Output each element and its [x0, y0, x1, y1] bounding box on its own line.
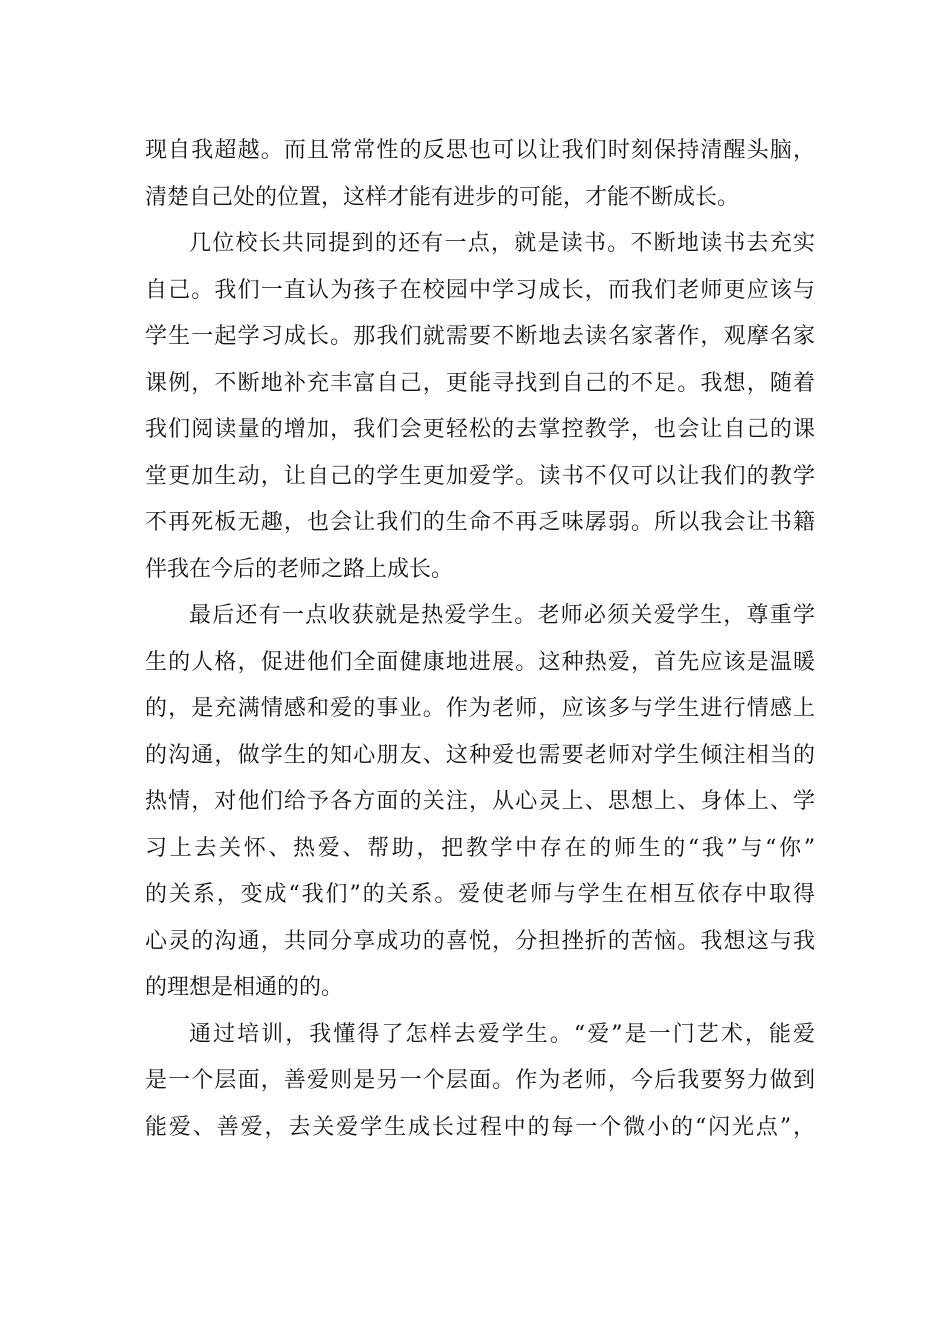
paragraph-3-line-1: 最后还有一点收获就是热爱学生。老师必须关爱学生，尊重学	[189, 603, 815, 628]
paragraph-2-line-3: 学生一起学习成长。那我们就需要不断地去读名家著作，观摩名家	[145, 324, 815, 349]
body-text	[145, 128, 815, 1151]
paragraph-2-line-8: 伴我在今后的老师之路上成长。	[145, 556, 454, 582]
paragraph-3-line-4: 的沟通，做学生的知心朋友、这种爱也需要老师对学生倾注相当的	[145, 742, 815, 768]
paragraph-2-line-2: 自己。我们一直认为孩子在校园中学习成长，而我们老师更应该与	[145, 277, 815, 303]
paragraph-4-line-2: 是一个层面，善爱则是另一个层面。作为老师，今后我要努力做到	[145, 1068, 815, 1093]
paragraph-1-line-2: 清楚自己处的位置，这样才能有进步的可能，才能不断成长。	[145, 184, 740, 210]
paragraph-3-line-8: 心灵的沟通，共同分享成功的喜悦，分担挫折的苦恼。我想这与我	[145, 928, 815, 954]
paragraph-3-line-2: 生的人格，促进他们全面健康地进展。这种热爱，首先应该是温暖	[145, 649, 815, 675]
paragraph-3-line-3: 的，是充满情感和爱的事业。作为老师，应该多与学生进行情感上	[145, 696, 815, 721]
paragraph-3-line-6: 习上去关怀、热爱、帮助，把教学中存在的师生的“我”与“你”	[145, 835, 815, 861]
paragraph-3-line-5: 热情，对他们给予各方面的关注，从心灵上、思想上、身体上、学	[145, 789, 815, 814]
paragraph-2-line-7: 不再死板无趣，也会让我们的生命不再乏味孱弱。所以我会让书籍	[145, 510, 815, 535]
paragraph-2-line-1: 几位校长共同提到的还有一点，就是读书。不断地读书去充实	[189, 231, 815, 256]
paragraph-2-line-4: 课例，不断地补充丰富自己，更能寻找到自己的不足。我想，随着	[145, 370, 815, 396]
paragraph-1-line-1: 现自我超越。而且常常性的反思也可以让我们时刻保持清醒头脑，	[145, 138, 815, 163]
paragraph-4-line-1: 通过培训，我懂得了怎样去爱学生。“爱”是一门艺术，能爱	[189, 1021, 815, 1047]
paragraph-4-line-3: 能爱、善爱，去关爱学生成长过程中的每一个微小的“闪光点”，	[145, 1114, 815, 1140]
paragraph-3-line-7: 的关系，变成“我们”的关系。爱使老师与学生在相互依存中取得	[145, 882, 815, 907]
paragraph-2-line-5: 我们阅读量的增加，我们会更轻松的去掌控教学，也会让自己的课	[145, 417, 815, 442]
paragraph-3-line-9: 的理想是相通的的。	[145, 975, 344, 1000]
paragraph-2-line-6: 堂更加生动，让自己的学生更加爱学。读书不仅可以让我们的教学	[145, 463, 815, 489]
